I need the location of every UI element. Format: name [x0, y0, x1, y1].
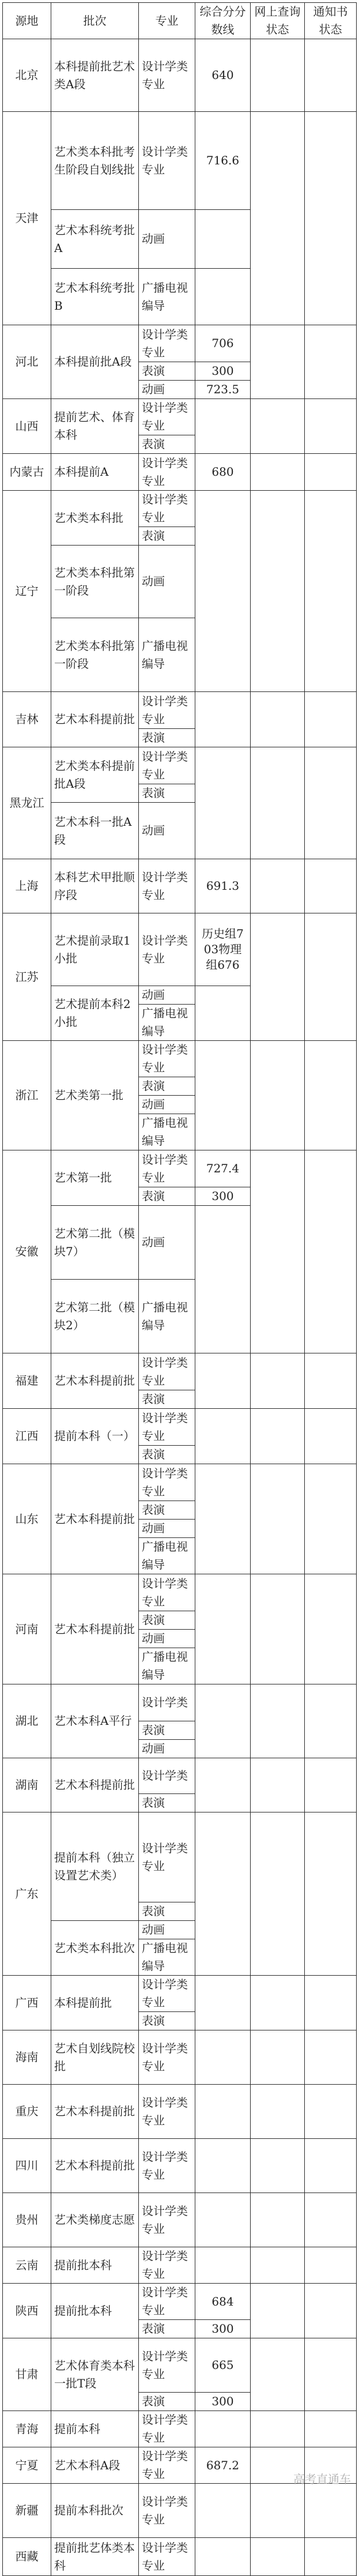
table-row: [3, 1684, 357, 1721]
major-cell: 设计学类专业: [139, 692, 195, 729]
major-cell: 设计学类专业: [139, 1574, 195, 1611]
major-cell: 动画: [139, 1206, 195, 1280]
table-row: [3, 1976, 357, 2012]
major-cell: 设计学类专业: [139, 1353, 195, 1390]
online-status-cell: [251, 2247, 305, 2284]
major-cell: 设计学类专业: [139, 1812, 195, 1902]
batch-cell: 本科提前批A段: [51, 325, 139, 399]
major-cell: 设计学类专业: [139, 2284, 195, 2320]
batch-cell: 本科提前批: [51, 1976, 139, 2030]
major-cell: 广播电视编导: [139, 269, 195, 325]
notice-status-cell: [305, 454, 357, 491]
header-row: [3, 3, 357, 39]
province-cell: 四川: [3, 2139, 51, 2193]
online-status-cell: [251, 2338, 305, 2411]
table-row: [3, 2085, 357, 2139]
batch-cell: 艺术本科统考批A: [51, 210, 139, 269]
notice-status-cell: [305, 2247, 357, 2284]
province-cell: 贵州: [3, 2193, 51, 2247]
major-cell: 动画: [139, 1740, 195, 1758]
batch-cell: 艺术提前本科2小批: [51, 986, 139, 1041]
online-status-cell: [251, 2538, 305, 2576]
batch-cell: 提前本科批次: [51, 2484, 139, 2538]
major-cell: 广播电视编导: [139, 618, 195, 692]
major-cell: 表演: [139, 1390, 195, 1409]
province-cell: 云南: [3, 2247, 51, 2284]
batch-cell: 艺术本科提前批: [51, 2139, 139, 2193]
table-row: [3, 39, 357, 112]
score-cell: 684: [195, 2284, 251, 2320]
score-cell: 300: [195, 1187, 251, 1206]
table-row: [3, 491, 357, 527]
major-cell: 设计学类专业: [139, 1409, 195, 1446]
score-cell: 历史组703物理组676: [195, 913, 251, 986]
major-cell: 设计学类专业: [139, 2484, 195, 2538]
batch-cell: 艺术提前录取1小批: [51, 913, 139, 986]
batch-cell: 艺术本科提前批: [51, 1353, 139, 1409]
score-cell: [195, 2538, 251, 2576]
batch-cell: 艺术本科提前批: [51, 1758, 139, 1812]
online-status-cell: [251, 39, 305, 112]
province-cell: 海南: [3, 2030, 51, 2085]
province-cell: 宁夏: [3, 2447, 51, 2484]
major-cell: 动画: [139, 986, 195, 1005]
header-major: 专业: [139, 3, 195, 39]
province-cell: 内蒙古: [3, 454, 51, 491]
score-cell: [195, 2139, 251, 2193]
major-cell: 表演: [139, 784, 195, 803]
province-cell: 安徽: [3, 1150, 51, 1353]
notice-status-cell: [305, 2538, 357, 2576]
province-cell: 河南: [3, 1574, 51, 1684]
batch-cell: 艺术本科A段: [51, 2447, 139, 2484]
table-row: [3, 454, 357, 491]
online-status-cell: [251, 2484, 305, 2538]
score-cell: [195, 1353, 251, 1409]
score-cell: [195, 747, 251, 859]
online-status-cell: [251, 2193, 305, 2247]
score-cell: [195, 1684, 251, 1758]
online-status-cell: [251, 2030, 305, 2085]
online-status-cell: [251, 325, 305, 399]
major-cell: 表演: [139, 527, 195, 546]
notice-status-cell: [305, 2193, 357, 2247]
batch-cell: 艺术第二批（模块7）: [51, 1206, 139, 1280]
province-cell: 青海: [3, 2411, 51, 2447]
major-cell: 表演: [139, 435, 195, 454]
major-cell: 表演: [139, 1501, 195, 1520]
score-cell: [195, 491, 251, 692]
province-cell: 北京: [3, 39, 51, 112]
province-cell: 湖南: [3, 1758, 51, 1812]
table-row: [3, 2139, 357, 2193]
online-status-cell: [251, 491, 305, 692]
major-cell: 动画: [139, 1096, 195, 1114]
major-cell: 设计学类专业: [139, 2030, 195, 2085]
batch-cell: 艺术自划线院校批: [51, 2030, 139, 2085]
major-cell: 设计学类专业: [139, 491, 195, 527]
table-row: [3, 2338, 357, 2393]
online-status-cell: [251, 692, 305, 747]
header-online-status: 网上查询状态: [251, 3, 305, 39]
province-cell: 上海: [3, 859, 51, 913]
batch-cell: 提前本科（独立设置艺术类）: [51, 1812, 139, 1921]
province-cell: 山西: [3, 399, 51, 454]
batch-cell: 艺术本科统考批B: [51, 269, 139, 325]
score-cell: [195, 692, 251, 747]
major-cell: 设计学类专业: [139, 913, 195, 986]
score-cell: [195, 1976, 251, 2030]
score-cell: 727.4: [195, 1150, 251, 1187]
batch-cell: 提前批本科: [51, 2247, 139, 2284]
major-cell: 表演: [139, 1611, 195, 1630]
score-cell: [195, 2193, 251, 2247]
table-row: [3, 2484, 357, 2538]
notice-status-cell: [305, 1976, 357, 2030]
major-cell: 动画: [139, 1921, 195, 1939]
table-row: [3, 325, 357, 362]
table-row: [3, 1464, 357, 1501]
batch-cell: 艺术类本科提前批A段: [51, 747, 139, 803]
notice-status-cell: [305, 2085, 357, 2139]
major-cell: 设计学类专业: [139, 2338, 195, 2393]
major-cell: 设计学类专业: [139, 2139, 195, 2193]
score-cell: 680: [195, 454, 251, 491]
score-cell: 716.6: [195, 112, 251, 210]
notice-status-cell: [305, 913, 357, 1041]
notice-status-cell: [305, 2139, 357, 2193]
score-cell: [195, 1812, 251, 1976]
major-cell: 设计学类: [139, 1684, 195, 1721]
score-cell: 687.2: [195, 2447, 251, 2484]
score-cell: [195, 1758, 251, 1812]
notice-status-cell: [305, 325, 357, 399]
notice-status-cell: [305, 1150, 357, 1353]
batch-cell: 提前批艺体类本科: [51, 2538, 139, 2576]
table-row: [3, 1812, 357, 1902]
major-cell: 动画: [139, 210, 195, 269]
batch-cell: 本科提前A: [51, 454, 139, 491]
notice-status-cell: [305, 39, 357, 112]
major-cell: 设计学类专业: [139, 1041, 195, 1077]
table-row: [3, 112, 357, 210]
admission-score-table: [2, 2, 357, 2576]
major-cell: 广播电视编导: [139, 1939, 195, 1976]
score-cell: 665: [195, 2338, 251, 2393]
score-cell: 706: [195, 325, 251, 362]
major-cell: 广播电视编导: [139, 1648, 195, 1684]
batch-cell: 提前批本科: [51, 2284, 139, 2338]
batch-cell: 提前艺术、体育本科: [51, 399, 139, 454]
major-cell: 动画: [139, 803, 195, 859]
watermark-text: 高考直通车: [293, 2472, 351, 2486]
major-cell: 设计学类专业: [139, 454, 195, 491]
notice-status-cell: [305, 1758, 357, 1812]
score-cell: [195, 1464, 251, 1574]
notice-status-cell: [305, 2411, 357, 2447]
online-status-cell: [251, 1684, 305, 1758]
batch-cell: 提前本科（一）: [51, 1409, 139, 1464]
major-cell: 表演: [139, 1446, 195, 1464]
score-cell: [195, 1206, 251, 1353]
batch-cell: 艺术第一批: [51, 1150, 139, 1206]
province-cell: 黑龙江: [3, 747, 51, 859]
table-row: [3, 1353, 357, 1390]
score-cell: [195, 2411, 251, 2447]
score-cell: [195, 1574, 251, 1684]
notice-status-cell: [305, 399, 357, 454]
batch-cell: 艺术本科提前批: [51, 692, 139, 747]
notice-status-cell: [305, 2338, 357, 2411]
major-cell: 动画: [139, 1520, 195, 1538]
major-cell: 表演: [139, 2012, 195, 2030]
province-cell: 江西: [3, 1409, 51, 1464]
table-row: [3, 913, 357, 986]
major-cell: 设计学类专业: [139, 2247, 195, 2284]
batch-cell: 艺术类梯度志愿: [51, 2193, 139, 2247]
score-cell: 691.3: [195, 859, 251, 913]
major-cell: 设计学类专业: [139, 39, 195, 112]
header-notice-status: 通知书状态: [305, 3, 357, 39]
score-cell: [195, 2247, 251, 2284]
notice-status-cell: [305, 1574, 357, 1684]
major-cell: 动画: [139, 381, 195, 399]
major-cell: 表演: [139, 2320, 195, 2338]
major-cell: 动画: [139, 1630, 195, 1648]
major-cell: 表演: [139, 729, 195, 747]
batch-cell: 艺术类本科批考生阶段自划线批: [51, 112, 139, 210]
online-status-cell: [251, 747, 305, 859]
province-cell: 吉林: [3, 692, 51, 747]
table-row: [3, 747, 357, 784]
province-cell: 福建: [3, 1353, 51, 1409]
score-cell: [195, 2085, 251, 2139]
online-status-cell: [251, 2139, 305, 2193]
major-cell: 设计学类专业: [139, 2538, 195, 2576]
score-cell: 300: [195, 362, 251, 381]
province-cell: 甘肃: [3, 2338, 51, 2411]
table-row: [3, 1409, 357, 1446]
province-cell: 浙江: [3, 1041, 51, 1150]
score-cell: [195, 1409, 251, 1464]
batch-cell: 提前本科: [51, 2411, 139, 2447]
province-cell: 湖北: [3, 1684, 51, 1758]
score-cell: [195, 2484, 251, 2538]
major-cell: 设计学类专业: [139, 1150, 195, 1187]
online-status-cell: [251, 1758, 305, 1812]
major-cell: 设计学类专业: [139, 859, 195, 913]
notice-status-cell: [305, 1684, 357, 1758]
table-row: [3, 1150, 357, 1187]
province-cell: 重庆: [3, 2085, 51, 2139]
major-cell: 设计学类专业: [139, 1976, 195, 2012]
province-cell: 辽宁: [3, 491, 51, 692]
major-cell: 设计学类专业: [139, 399, 195, 435]
score-cell: 300: [195, 2393, 251, 2411]
score-cell: [195, 986, 251, 1041]
table-body: [3, 3, 357, 2576]
table-row: [3, 1574, 357, 1611]
header-score: 综合分分数线: [195, 3, 251, 39]
batch-cell: 艺术第二批（模块2）: [51, 1280, 139, 1353]
batch-cell: 艺术类本科批第一阶段: [51, 618, 139, 692]
major-cell: 广播电视编导: [139, 1280, 195, 1353]
major-cell: 设计学类专业: [139, 112, 195, 210]
online-status-cell: [251, 454, 305, 491]
major-cell: 广播电视编导: [139, 1005, 195, 1041]
batch-cell: 艺术类本科批第一阶段: [51, 546, 139, 618]
online-status-cell: [251, 1409, 305, 1464]
table-row: [3, 2030, 357, 2085]
batch-cell: 艺术本科提前批: [51, 1464, 139, 1574]
major-cell: 表演: [139, 2393, 195, 2411]
major-cell: 设计学类专业: [139, 747, 195, 784]
table-row: [3, 2411, 357, 2447]
major-cell: 表演: [139, 1794, 195, 1812]
online-status-cell: [251, 1464, 305, 1574]
table-row: [3, 2247, 357, 2284]
online-status-cell: [251, 1812, 305, 1976]
header-source: 源地: [3, 3, 51, 39]
batch-cell: 艺术类第一批: [51, 1041, 139, 1150]
major-cell: 表演: [139, 1077, 195, 1096]
online-status-cell: [251, 1976, 305, 2030]
notice-status-cell: [305, 1464, 357, 1574]
batch-cell: 艺术类本科批: [51, 491, 139, 546]
province-cell: 广西: [3, 1976, 51, 2030]
table-row: [3, 1041, 357, 1077]
batch-cell: 艺术本科提前批: [51, 2085, 139, 2139]
online-status-cell: [251, 2411, 305, 2447]
major-cell: 表演: [139, 1902, 195, 1921]
notice-status-cell: [305, 2284, 357, 2338]
batch-cell: 本科提前批艺术类A段: [51, 39, 139, 112]
batch-cell: 本科艺术甲批顺序段: [51, 859, 139, 913]
batch-cell: 艺术本科一批A段: [51, 803, 139, 859]
table-row: [3, 692, 357, 729]
table-row: [3, 399, 357, 435]
major-cell: 动画: [139, 546, 195, 618]
score-cell: [195, 399, 251, 454]
online-status-cell: [251, 859, 305, 913]
online-status-cell: [251, 2284, 305, 2338]
table-row: [3, 2538, 357, 2576]
table-row: [3, 2193, 357, 2247]
notice-status-cell: [305, 491, 357, 692]
province-cell: 天津: [3, 112, 51, 325]
province-cell: 新疆: [3, 2484, 51, 2538]
major-cell: 表演: [139, 362, 195, 381]
notice-status-cell: [305, 1409, 357, 1464]
score-cell: [195, 1041, 251, 1150]
notice-status-cell: [305, 2484, 357, 2538]
province-cell: 河北: [3, 325, 51, 399]
batch-cell: 艺术本科提前批: [51, 1574, 139, 1684]
major-cell: 广播电视编导: [139, 1538, 195, 1574]
batch-cell: 艺术体育类本科一批T段: [51, 2338, 139, 2411]
table-row: [3, 1758, 357, 1794]
batch-cell: 艺术本科A平行: [51, 1684, 139, 1758]
online-status-cell: [251, 1574, 305, 1684]
online-status-cell: [251, 1353, 305, 1409]
table-row: [3, 2284, 357, 2320]
province-cell: 山东: [3, 1464, 51, 1574]
major-cell: 设计学类专业: [139, 1464, 195, 1501]
notice-status-cell: [305, 1041, 357, 1150]
online-status-cell: [251, 399, 305, 454]
online-status-cell: [251, 913, 305, 1041]
score-cell: [195, 269, 251, 325]
notice-status-cell: [305, 1353, 357, 1409]
major-cell: 表演: [139, 1721, 195, 1740]
online-status-cell: [251, 2085, 305, 2139]
major-cell: 设计学类: [139, 1758, 195, 1794]
province-cell: 江苏: [3, 913, 51, 1041]
online-status-cell: [251, 1150, 305, 1353]
notice-status-cell: [305, 747, 357, 859]
notice-status-cell: [305, 2030, 357, 2085]
province-cell: 陕西: [3, 2284, 51, 2338]
score-cell: [195, 210, 251, 269]
score-cell: 300: [195, 2320, 251, 2338]
major-cell: 设计学类专业: [139, 2411, 195, 2447]
notice-status-cell: [305, 692, 357, 747]
notice-status-cell: [305, 1812, 357, 1976]
score-cell: 640: [195, 39, 251, 112]
major-cell: 表演: [139, 1187, 195, 1206]
table-row: [3, 859, 357, 913]
score-cell: [195, 2030, 251, 2085]
header-batch: 批次: [51, 3, 139, 39]
major-cell: 设计学类专业: [139, 2193, 195, 2247]
major-cell: 广播电视编导: [139, 1114, 195, 1150]
batch-cell: 艺术类本科批次: [51, 1921, 139, 1976]
online-status-cell: [251, 1041, 305, 1150]
major-cell: 设计学类专业: [139, 2447, 195, 2484]
province-cell: 广东: [3, 1812, 51, 1976]
notice-status-cell: [305, 859, 357, 913]
province-cell: 西藏: [3, 2538, 51, 2576]
major-cell: 设计学类专业: [139, 2085, 195, 2139]
online-status-cell: [251, 112, 305, 325]
notice-status-cell: [305, 112, 357, 325]
major-cell: 设计学类专业: [139, 325, 195, 362]
score-cell: 723.5: [195, 381, 251, 399]
